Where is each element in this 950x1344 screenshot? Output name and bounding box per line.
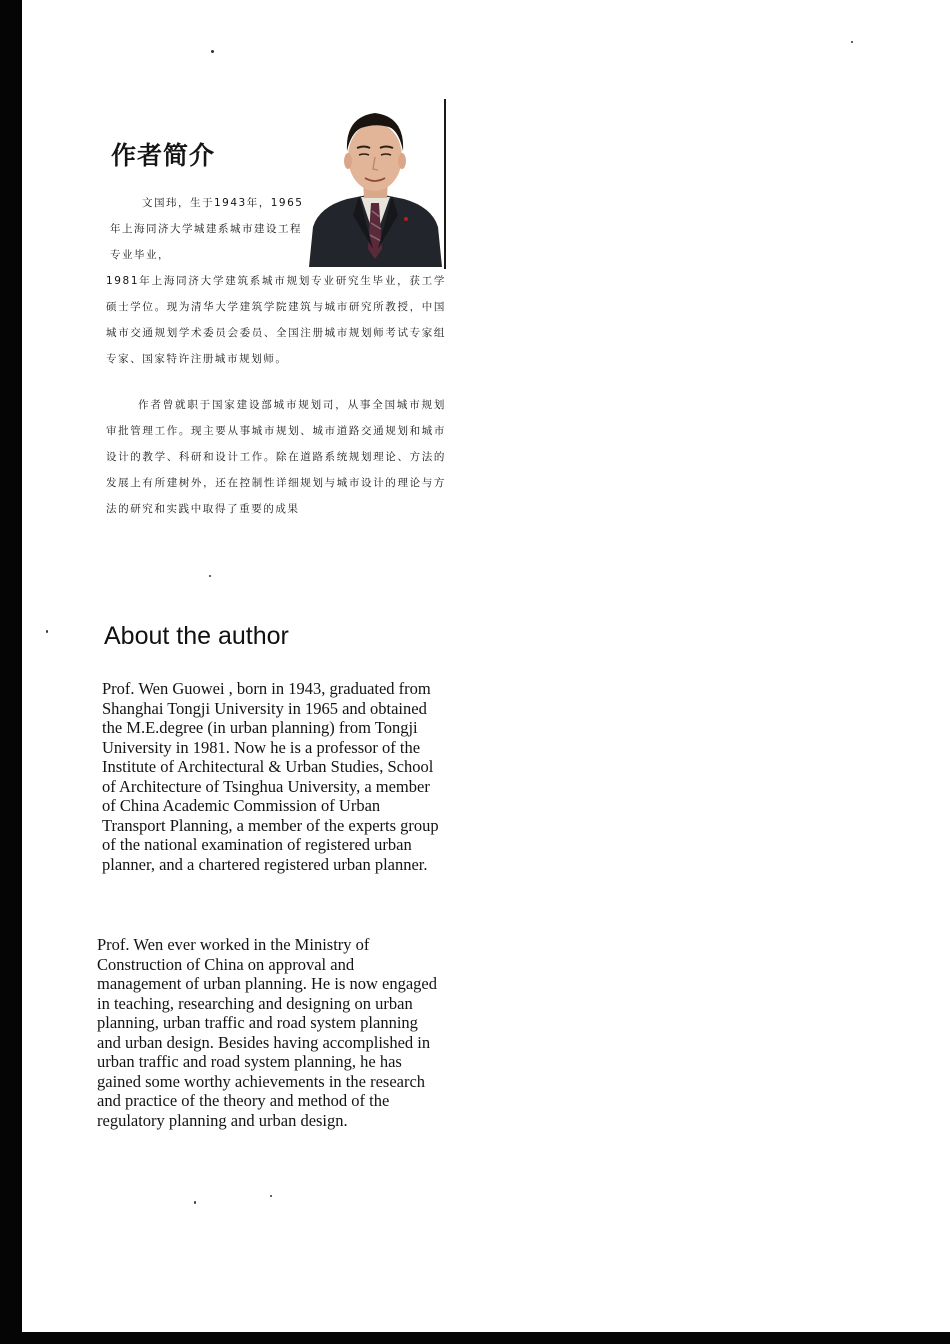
portrait-frame-line (444, 99, 446, 269)
cn-intro-lead: 文国玮，生于1943年，1965年上海同济大学城建系城市建设工程专业毕业， (110, 197, 304, 261)
en-paragraph-1: Prof. Wen Guowei , born in 1943, graduated from Shanghai Tongji University in 1965 and obtained the M.E.degree (in urban planning) from Tongji University in 1981. Now he is a professor of the Institute of Architectural & Urban Studies, School of Architecture of Tsinghua University, a member of China Academic Commission of Urban Transport Planning, a member of the experts group of the national examination of registered urban planner, and a chartered registered urban planner. (102, 679, 439, 874)
scan-bottom-border (0, 1332, 950, 1344)
scan-speck (46, 630, 48, 633)
en-paragraph-2: Prof. Wen ever worked in the Ministry of Construction of China on approval and management of urban planning. He is now engaged in teaching, researching and designing on urban planning, urban traffic and road system planning and urban design. Besides having accomplished in urban traffic and road system planning, he has gained some worthy achievements in the research and practice of the theory and method of the regulatory planning and urban design. (97, 935, 437, 1130)
cn-intro-paragraph-1: 1981年上海同济大学建筑系城市规划专业研究生毕业，获工学硕士学位。现为清华大学建筑学院建筑与城市研究所教授，中国城市交通规划学术委员会委员、全国注册城市规划师考试专家组专家、国家特许注册城市规划师。 (106, 275, 446, 365)
author-portrait-image (309, 99, 442, 267)
cn-section-title: 作者简介 (111, 141, 216, 170)
scan-left-border (0, 0, 22, 1344)
en-section-title: About the author (104, 622, 289, 650)
scan-speck (270, 1195, 272, 1197)
author-portrait (309, 99, 442, 267)
scan-speck (851, 41, 853, 43)
scan-speck (194, 1201, 196, 1204)
scan-speck (209, 575, 211, 577)
scan-speck (211, 50, 214, 53)
cn-intro-paragraph-2: 作者曾就职于国家建设部城市规划司，从事全国城市规划审批管理工作。现主要从事城市规划、城市道路交通规划和城市设计的教学、科研和设计工作。除在道路系统规划理论、方法的发展上有所建树外，还在控制性详细规划与城市设计的理论与方法的研究和实践中取得了重要的成果 (106, 399, 446, 515)
